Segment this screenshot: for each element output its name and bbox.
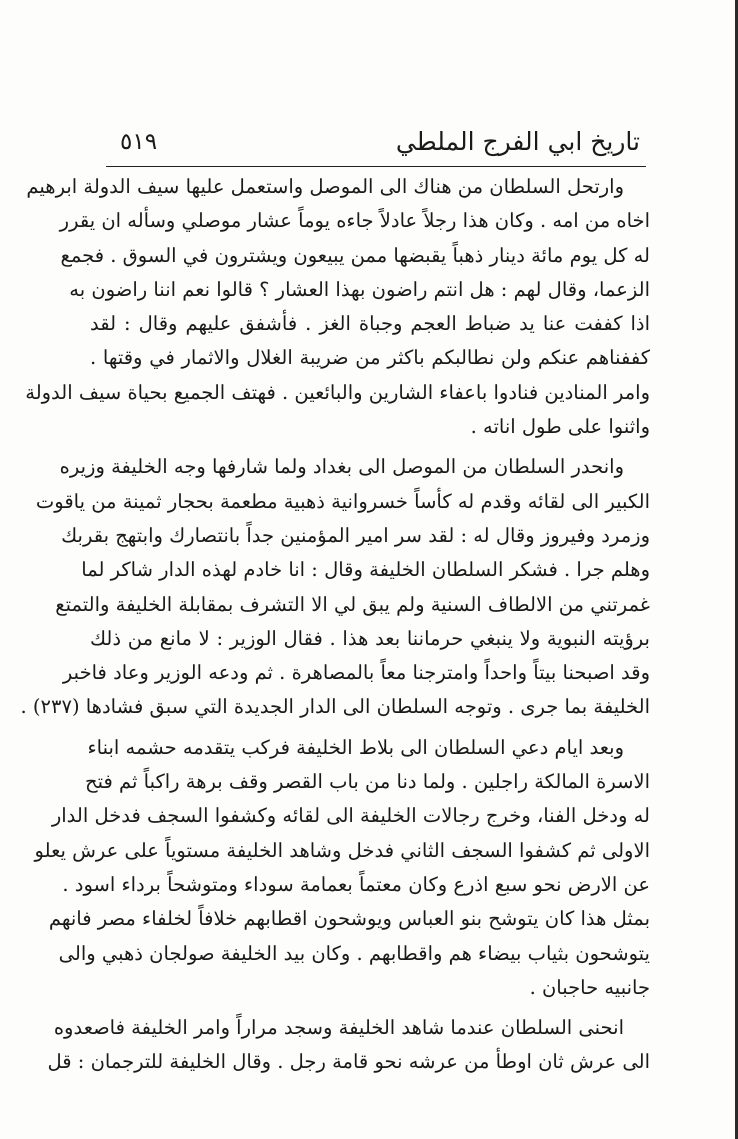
body-text — [20, 170, 650, 1080]
paragraph — [47, 1011, 650, 1080]
text-line: برؤيته النبوية ولا ينبغي حرماننا بعد هذا . فقال الوزير : لا مانع من ذلك — [90, 626, 650, 650]
text-line: الى عرش ثان اوطأ من عرشه نحو قامة رجل . وقال الخليفة للترجمان : قل — [47, 1050, 650, 1074]
text-line: جانبيه حاجبان . — [529, 975, 650, 999]
header-rule — [106, 166, 646, 167]
text-line: وبعد ايام دعي السلطان الى بلاط الخليفة فركب يتقدمه حشمه ابناء — [87, 735, 624, 759]
text-line: الاسرة المالكة راجلين . ولما دنا من باب القصر وقف برهة راكباً ثم فتح — [85, 770, 650, 794]
text-line: وهلم جرا . فشكر السلطان الخليفة وقال : انا خادم لهذه الدار شاكر لما — [81, 558, 650, 582]
text-line: له كل يوم مائة دينار ذهباً يقبضها ممن يبيعون ويشترون في السوق . فجمع — [60, 243, 650, 267]
text-line: الاولى ثم كشفوا السجف الثاني فدخل وشاهد الخليفة مستوياً على عرش يعلو — [34, 838, 650, 862]
paragraph — [25, 170, 650, 444]
text-line: اذا كففت عنا يد ضباط العجم وجباة الغز . فأشفق عليهم وقال : لقد — [90, 312, 650, 336]
text-line: غمرتني من الالطاف السنية ولم يبق لي الا التشرف بمقابلة الخليفة والتمتع — [55, 592, 650, 616]
paragraph — [20, 450, 650, 724]
running-title: تاريخ ابي الفرج الملطي — [395, 127, 640, 156]
text-line: واثنوا على طول اناته . — [470, 415, 650, 439]
text-line: وارتحل السلطان من هناك الى الموصل واستعمل عليها سيف الدولة ابرهيم — [26, 175, 624, 198]
text-line: له ودخل الفنا، وخرج رجالات الخليفة الى لقائه وكشفوا السجف فدخل الدار — [51, 804, 650, 828]
text-line: عن الارض نحو سبع اذرع وكان معتماً بعمامة سوداء ومتوشحاً برداء اسود . — [62, 872, 650, 896]
page-number: ٥١٩ — [120, 129, 158, 155]
text-line: وانحدر السلطان من الموصل الى بغداد ولما شارفها وجه الخليفة وزيره — [59, 455, 624, 479]
text-line: انحنى السلطان عندما شاهد الخليفة وسجد مراراً وامر الخليفة فاصعدوه — [53, 1016, 624, 1040]
text-line: كففناهم عنكم ولن نطالبكم باكثر من ضريبة الغلال والاثمار في وقتها . — [90, 346, 650, 370]
page-header — [120, 122, 640, 162]
text-line: بمثل هذا كان يتوشح بنو العباس ويوشحون اقطابهم خلافاً لخلفاء مصر فانهم — [48, 907, 650, 931]
text-line: الكبير الى لقائه وقدم له كأساً خسروانية ذهبية مطعمة بحجار ثمينة من ياقوت — [35, 489, 650, 513]
text-line: وزمرد وفيروز وقال له : لقد سر امير المؤمنين جداً بانتصارك وابتهج بقربك — [61, 523, 650, 547]
text-line: اخاه من امه . وكان هذا رجلاً عادلاً جاءه يوماً عشار موصلي وسأله ان يقرر — [59, 209, 650, 233]
text-line: الخليفة بما جرى . وتوجه السلطان الى الدار الجديدة التي سبق فشادها (٢٣٧) . — [20, 695, 650, 719]
text-line: يتوشحون بثياب بيضاء هم واقطابهم . وكان بيد الخليفة صولجان ذهبي والى — [58, 941, 650, 965]
text-line: وقد اصبحنا بيتاً واحداً وامترجنا معاً بالمصاهرة . ثم ودعه الوزير وعاد فاخبر — [62, 661, 650, 685]
text-line: الزعما، وقال لهم : هل انتم راضون بهذا العشار ؟ قالوا نعم اننا راضون به — [69, 277, 650, 301]
paragraph — [34, 731, 650, 1005]
text-line: وامر المنادين فنادوا باعفاء الشارين والبائعين . فهتف الجميع بحياة سيف الدولة — [25, 380, 650, 404]
